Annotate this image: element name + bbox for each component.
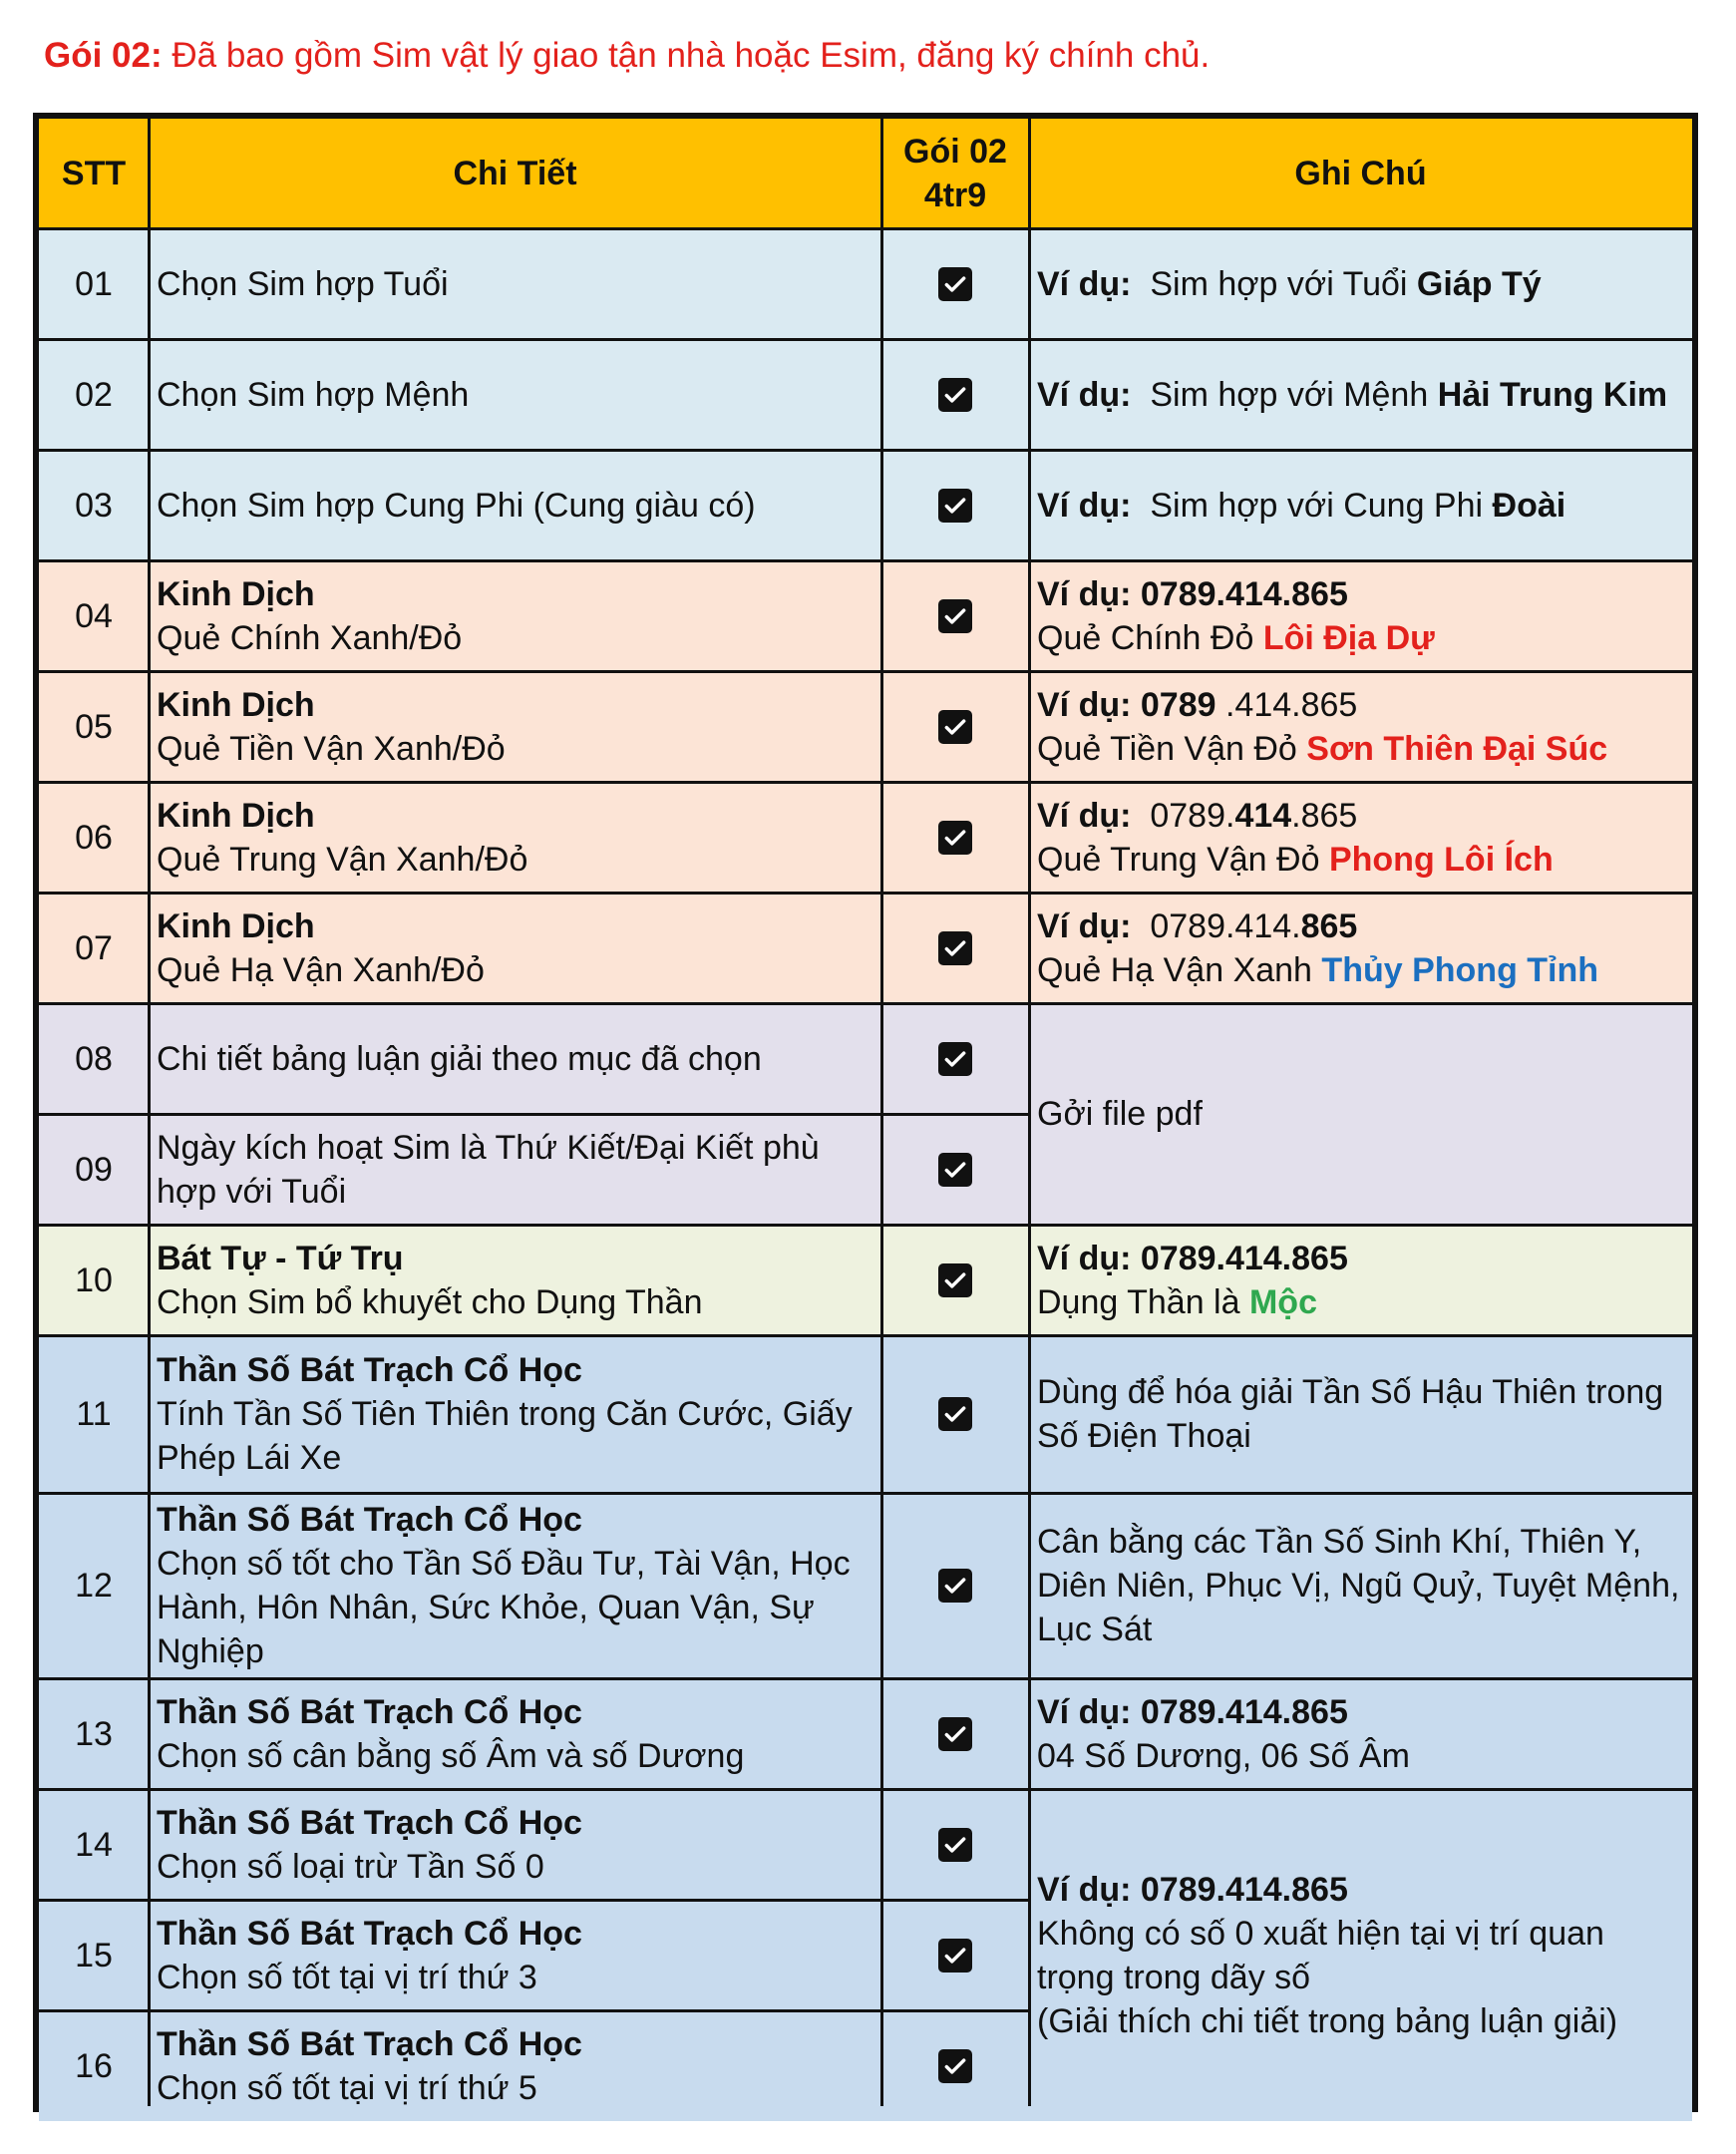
row-title: Thần Số Bát Trạch Cổ Học <box>157 2024 582 2063</box>
row-title: Kinh Dịch <box>157 906 315 945</box>
row-number <box>39 1900 149 2010</box>
row-detail <box>149 1678 881 1789</box>
header-package <box>881 119 1029 228</box>
row-description: Quẻ Chính Xanh/Đỏ <box>157 618 463 657</box>
row-number <box>39 560 149 671</box>
note-highlight: Sơn Thiên Đại Súc <box>1306 729 1608 768</box>
header-detail-label: Chi Tiết <box>453 155 577 192</box>
checkbox-checked-icon <box>938 2049 972 2083</box>
header-stt-label: STT <box>61 155 127 192</box>
row-title: Kinh Dịch <box>157 685 315 724</box>
heading-description: Đã bao gồm Sim vật lý giao tận nhà hoặc Esim, đăng ký chính chủ. <box>172 36 1211 75</box>
row-divider <box>39 1334 1692 1337</box>
note-text: Cân bằng các Tần Số Sinh Khí, Thiên Y, Diên Niên, Phục Vị, Ngũ Quỷ, Tuyệt Mệnh, Lục Sát <box>1037 1523 1680 1648</box>
row-detail <box>149 560 881 671</box>
row-number-text: 01 <box>75 264 113 303</box>
note-highlight: Giáp Tý <box>1416 264 1542 303</box>
note-text: (Giải thích chi tiết trong bảng luận giải) <box>1037 2001 1618 2040</box>
row-title: Thần Số Bát Trạch Cổ Học <box>157 1692 582 1731</box>
checkbox-checked-icon <box>938 1042 972 1076</box>
note-14-16 <box>1029 1789 1692 2121</box>
row-check-cell <box>881 1789 1029 1900</box>
note-label: Ví dụ: <box>1037 375 1132 414</box>
note-label: Ví dụ: <box>1037 906 1132 945</box>
row-description: Chọn Sim bổ khuyết cho Dụng Thần <box>157 1282 703 1321</box>
row-number-text: 05 <box>75 707 113 746</box>
row-description: Chọn Sim hợp Tuổi <box>157 264 449 303</box>
row-number-text: 09 <box>75 1150 113 1189</box>
row-check-cell <box>881 1003 1029 1114</box>
row-check-cell <box>881 228 1029 339</box>
row-divider <box>39 338 1692 341</box>
row-number <box>39 671 149 782</box>
checkbox-checked-icon <box>938 1717 972 1751</box>
note-highlight: Lôi Địa Dự <box>1262 618 1435 657</box>
row-divider <box>39 1113 1029 1116</box>
row-number-text: 15 <box>75 1936 113 1974</box>
row-number-text: 12 <box>75 1567 113 1605</box>
note-number-bold: 865 <box>1300 906 1358 945</box>
header-note-label: Ghi Chú <box>1294 155 1427 192</box>
row-detail <box>149 1335 881 1493</box>
checkbox-checked-icon <box>938 267 972 301</box>
row-title: Thần Số Bát Trạch Cổ Học <box>157 1803 582 1842</box>
row-description: Quẻ Tiền Vận Xanh/Đỏ <box>157 729 506 768</box>
row-divider <box>39 559 1692 562</box>
row-description: Chọn Sim hợp Mệnh <box>157 375 470 414</box>
row-description: Chọn số tốt tại vị trí thứ 5 <box>157 2068 537 2107</box>
row-detail <box>149 339 881 450</box>
row-number <box>39 1493 149 1678</box>
row-number <box>39 1678 149 1789</box>
checkbox-checked-icon <box>938 710 972 744</box>
row-number-text: 08 <box>75 1039 113 1078</box>
note-text: Quẻ Trung Vận Đỏ <box>1037 840 1320 879</box>
row-detail <box>149 671 881 782</box>
row-title: Kinh Dịch <box>157 796 315 835</box>
note-08-09 <box>1029 1003 1692 1225</box>
row-detail <box>149 1900 881 2010</box>
row-number <box>39 782 149 893</box>
note-number-plain: 0789.414. <box>1150 906 1301 945</box>
row-description: Tính Tần Số Tiên Thiên trong Căn Cước, Giấy Phép Lái Xe <box>157 1395 853 1477</box>
note-label: Ví dụ: <box>1037 685 1132 724</box>
checkbox-checked-icon <box>938 931 972 965</box>
note-05 <box>1029 671 1692 782</box>
row-number <box>39 339 149 450</box>
header-package-name: Gói 02 <box>903 133 1007 171</box>
row-check-cell <box>881 450 1029 560</box>
note-number-plain: 0789. <box>1150 796 1235 835</box>
row-number <box>39 1003 149 1114</box>
row-number <box>39 228 149 339</box>
row-number-text: 04 <box>75 596 113 635</box>
row-check-cell <box>881 1900 1029 2010</box>
row-divider <box>39 781 1692 784</box>
note-label: Ví dụ: <box>1037 264 1132 303</box>
header-detail <box>149 119 881 228</box>
row-check-cell <box>881 782 1029 893</box>
row-description: Chọn số cân bằng số Âm và số Dương <box>157 1736 745 1775</box>
row-check-cell <box>881 1225 1029 1335</box>
row-number-text: 06 <box>75 818 113 857</box>
row-divider <box>39 670 1692 673</box>
note-text: Quẻ Chính Đỏ <box>1037 618 1254 657</box>
row-detail <box>149 1789 881 1900</box>
row-title: Thần Số Bát Trạch Cổ Học <box>157 1351 582 1389</box>
row-description: Chọn số tốt tại vị trí thứ 3 <box>157 1958 537 1996</box>
checkbox-checked-icon <box>938 1569 972 1603</box>
note-number-plain: .414.865 <box>1224 685 1358 724</box>
page-heading <box>44 36 1210 76</box>
row-number <box>39 1335 149 1493</box>
row-detail <box>149 782 881 893</box>
row-detail <box>149 1114 881 1225</box>
note-text: Quẻ Hạ Vận Xanh <box>1037 950 1312 989</box>
row-number <box>39 450 149 560</box>
row-check-cell <box>881 2010 1029 2121</box>
note-03 <box>1029 450 1692 560</box>
row-title: Kinh Dịch <box>157 574 315 613</box>
row-check-cell <box>881 1114 1029 1225</box>
row-title: Bát Tự - Tứ Trụ <box>157 1239 404 1277</box>
row-divider <box>39 449 1692 452</box>
row-number <box>39 1789 149 1900</box>
checkbox-checked-icon <box>938 1153 972 1187</box>
note-02 <box>1029 339 1692 450</box>
note-12 <box>1029 1493 1692 1678</box>
header-note <box>1029 119 1692 228</box>
row-description: Ngày kích hoạt Sim là Thứ Kiết/Đại Kiết phù hợp với Tuổi <box>157 1128 820 1211</box>
row-description: Chọn số loại trừ Tần Số 0 <box>157 1847 544 1886</box>
note-text: Không có số 0 xuất hiện tại vị trí quan trọng trong dãy số <box>1037 1914 1604 1996</box>
note-highlight: Đoài <box>1492 486 1566 525</box>
row-number-text: 13 <box>75 1714 113 1753</box>
row-title: Thần Số Bát Trạch Cổ Học <box>157 1914 582 1953</box>
row-detail <box>149 1493 881 1678</box>
row-divider <box>39 1224 1692 1227</box>
note-number-bold: 0789 <box>1140 685 1216 724</box>
row-divider <box>39 1677 1692 1680</box>
row-check-cell <box>881 560 1029 671</box>
row-detail <box>149 893 881 1003</box>
row-description: Quẻ Hạ Vận Xanh/Đỏ <box>157 950 485 989</box>
note-text: 04 Số Dương, 06 Số Âm <box>1037 1736 1410 1775</box>
row-check-cell <box>881 893 1029 1003</box>
note-text: Sim hợp với Mệnh <box>1150 375 1429 414</box>
row-number <box>39 2010 149 2121</box>
note-10 <box>1029 1225 1692 1335</box>
row-check-cell <box>881 1493 1029 1678</box>
checkbox-checked-icon <box>938 378 972 412</box>
row-divider <box>39 1492 1692 1495</box>
note-label: Ví dụ: <box>1037 796 1132 835</box>
row-number <box>39 1225 149 1335</box>
note-highlight: Phong Lôi Ích <box>1328 840 1554 879</box>
note-label: Ví dụ: 0789.414.865 <box>1037 1870 1348 1909</box>
row-detail <box>149 1225 881 1335</box>
note-text: Sim hợp với Tuổi <box>1150 264 1408 303</box>
row-detail <box>149 2010 881 2121</box>
header-stt <box>39 119 149 228</box>
note-text: Sim hợp với Cung Phi <box>1150 486 1484 525</box>
row-divider <box>39 227 1692 230</box>
row-number-text: 16 <box>75 2046 113 2085</box>
row-divider <box>39 1002 1692 1005</box>
row-number-text: 03 <box>75 486 113 525</box>
note-text: Dụng Thần là <box>1037 1282 1240 1321</box>
checkbox-checked-icon <box>938 599 972 633</box>
row-check-cell <box>881 1678 1029 1789</box>
row-title: Thần Số Bát Trạch Cổ Học <box>157 1501 582 1539</box>
row-number <box>39 893 149 1003</box>
row-check-cell <box>881 1335 1029 1493</box>
checkbox-checked-icon <box>938 1397 972 1431</box>
note-text: Dùng để hóa giải Tần Số Hậu Thiên trong Số Điện Thoại <box>1037 1373 1664 1455</box>
note-text: Gởi file pdf <box>1037 1095 1203 1133</box>
package-table <box>33 113 1698 2112</box>
row-number-text: 07 <box>75 928 113 967</box>
row-number-text: 11 <box>76 1395 112 1433</box>
row-number <box>39 1114 149 1225</box>
row-check-cell <box>881 671 1029 782</box>
row-divider <box>39 892 1692 895</box>
row-detail <box>149 1003 881 1114</box>
checkbox-checked-icon <box>938 821 972 855</box>
row-description: Chi tiết bảng luận giải theo mục đã chọn <box>157 1039 762 1078</box>
note-label: Ví dụ: 0789.414.865 <box>1037 574 1348 613</box>
checkbox-checked-icon <box>938 1263 972 1297</box>
heading-package-label: Gói 02: <box>44 36 163 75</box>
row-description: Chọn Sim hợp Cung Phi (Cung giàu có) <box>157 486 756 525</box>
checkbox-checked-icon <box>938 1828 972 1862</box>
note-07 <box>1029 893 1692 1003</box>
row-detail <box>149 450 881 560</box>
note-number-bold: 414 <box>1234 796 1292 835</box>
note-06 <box>1029 782 1692 893</box>
row-divider <box>39 2009 1029 2012</box>
row-description: Quẻ Trung Vận Xanh/Đỏ <box>157 840 528 879</box>
note-13 <box>1029 1678 1692 1789</box>
note-label: Ví dụ: <box>1037 486 1132 525</box>
row-detail <box>149 228 881 339</box>
note-label: Ví dụ: 0789.414.865 <box>1037 1239 1348 1277</box>
row-divider <box>39 1899 1029 1902</box>
note-number-plain: .865 <box>1291 796 1358 835</box>
note-highlight: Mộc <box>1248 1282 1317 1321</box>
row-check-cell <box>881 339 1029 450</box>
row-number-text: 10 <box>75 1260 113 1299</box>
row-divider <box>39 1788 1692 1791</box>
note-highlight: Thủy Phong Tỉnh <box>1321 950 1599 989</box>
note-highlight: Hải Trung Kim <box>1437 375 1668 414</box>
note-label: Ví dụ: 0789.414.865 <box>1037 1692 1348 1731</box>
row-description: Chọn số tốt cho Tần Số Đầu Tư, Tài Vận, Học Hành, Hôn Nhân, Sức Khỏe, Quan Vận, Sự Nghiệp <box>157 1545 851 1670</box>
note-04 <box>1029 560 1692 671</box>
row-number-text: 14 <box>75 1825 113 1864</box>
note-01 <box>1029 228 1692 339</box>
checkbox-checked-icon <box>938 489 972 523</box>
note-text: Quẻ Tiền Vận Đỏ <box>1037 729 1297 768</box>
note-11 <box>1029 1335 1692 1493</box>
row-number-text: 02 <box>75 375 113 414</box>
header-package-price: 4tr9 <box>923 177 987 214</box>
checkbox-checked-icon <box>938 1939 972 1973</box>
